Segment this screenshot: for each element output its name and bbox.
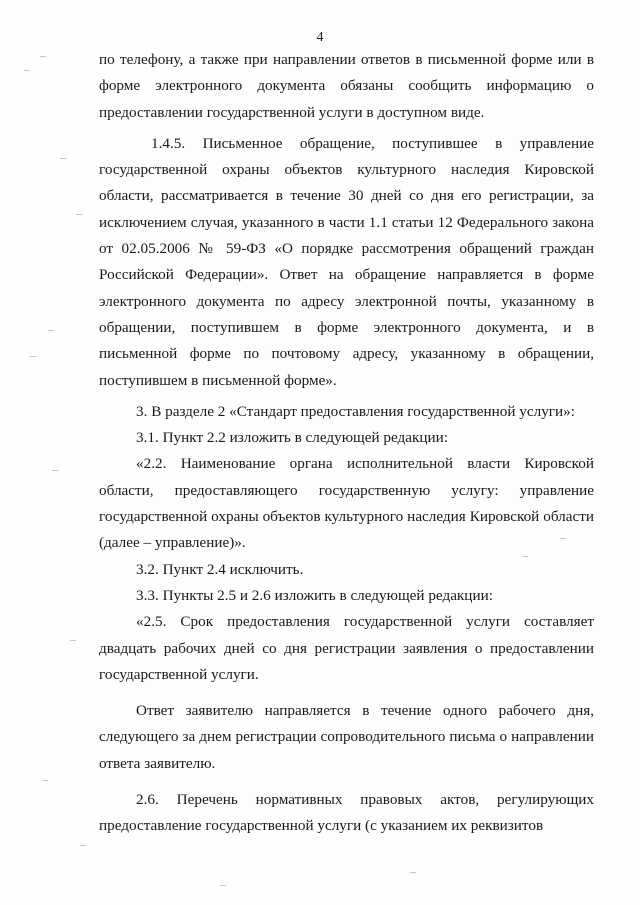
page-number: 4 bbox=[316, 30, 324, 45]
paragraph-3-1: 3.1. Пункт 2.2 изложить в следующей редакции: bbox=[136, 429, 449, 447]
scan-speck bbox=[48, 330, 54, 331]
paragraph-section-3: 3. В разделе 2 «Стандарт предоставления государственной услуги»: bbox=[136, 402, 575, 420]
paragraph-answer: Ответ заявителю направляется в течение одного рабочего дня, следующего за днем регистрации сопроводительного письма о направлении ответа заявителю. bbox=[99, 702, 594, 772]
scan-speck bbox=[52, 470, 58, 471]
scan-speck bbox=[30, 356, 36, 357]
scan-speck bbox=[60, 158, 66, 159]
paragraph-2-2-quote: «2.2. Наименование органа исполнительной власти Кировской области, предоставляющего государственную услугу: управление государственной охраны объектов культурного наследия Кировской области (далее – управление)». bbox=[99, 455, 594, 552]
scan-speck bbox=[80, 845, 86, 846]
scan-speck bbox=[42, 780, 48, 781]
paragraph-3-2: 3.2. Пункт 2.4 исключить. bbox=[136, 560, 304, 578]
paragraph-2-5-quote: «2.5. Срок предоставления государственной услуги составляет двадцать рабочих дней со дня регистрации заявления о предоставлении государственной услуги. bbox=[99, 613, 594, 683]
paragraph-continuation: по телефону, а также при направлении ответов в письменной форме или в форме электронного документа обязаны сообщить информацию о предоставлении государственной услуги в доступном виде. bbox=[99, 51, 594, 121]
scan-speck bbox=[410, 872, 416, 873]
paragraph-3-3: 3.3. Пункты 2.5 и 2.6 изложить в следующей редакции: bbox=[136, 586, 493, 604]
document-body bbox=[99, 47, 594, 840]
scan-speck bbox=[220, 885, 226, 886]
scan-speck bbox=[76, 214, 82, 215]
scan-speck bbox=[70, 640, 76, 641]
scan-speck bbox=[560, 538, 566, 539]
scan-speck bbox=[24, 70, 30, 71]
paragraph-2-6: 2.6. Перечень нормативных правовых актов, регулирующих предоставление государственной услуги (с указанием их реквизитов bbox=[99, 791, 594, 835]
scan-speck bbox=[522, 556, 528, 557]
paragraph-1-4-5: 1.4.5. Письменное обращение, поступившее в управление государственной охраны объектов культурного наследия Кировской области, рассматривается в течение 30 дней со дня его регистрации, за исключением случая, указанного в части 1.1 статьи 12 Федерального закона от 02.05.2006 № 59-ФЗ «О порядке рассмотрения обращений граждан Российской Федерации». Ответ на обращение направляется в форме электронного документа по адресу электронной почты, указанному в обращении, поступившем в форме электронного документа, и в письменной форме по почтовому адресу, указанному в обращении, поступившем в письменной форме». bbox=[99, 134, 594, 389]
scan-speck bbox=[40, 56, 46, 57]
